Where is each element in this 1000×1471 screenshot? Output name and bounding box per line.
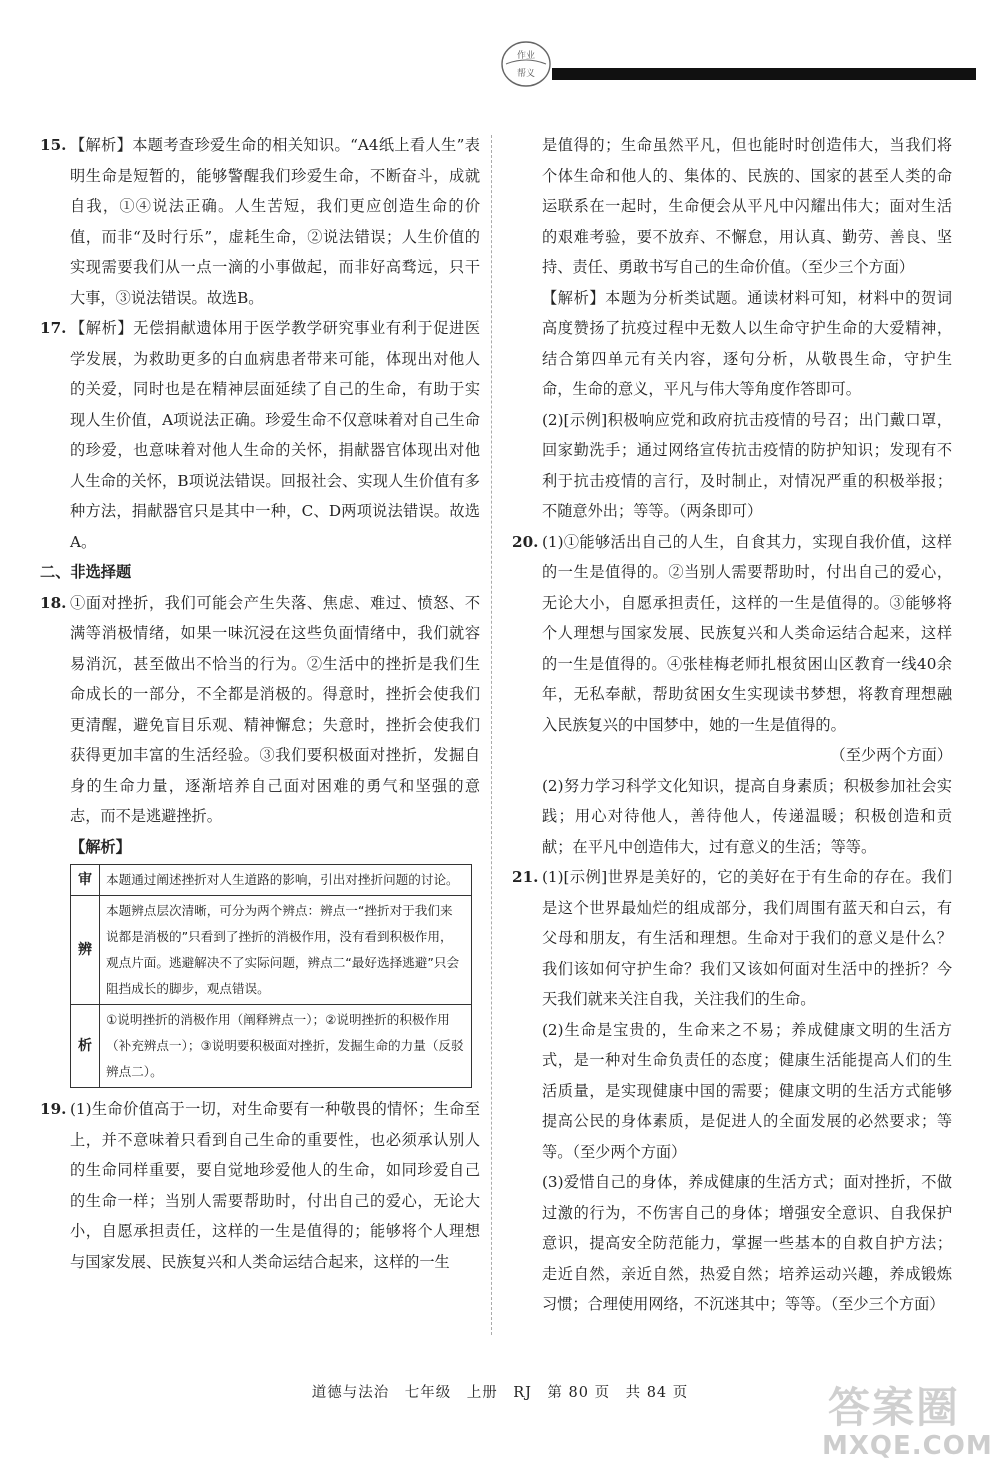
question-19-analysis: 【解析】本题为分析类试题。通读材料可知，材料中的贺词高度赞扬了抗疫过程中无数人以生命守护生命的大爱精神，结合第四单元有关内容，逐句分析，从敬畏生命，守护生命，生命的意义，平凡与伟大等角度作答即可。 [542,288,952,398]
question-21-part2: (2)生命是宝贵的，生命来之不易；养成健康文明的生活方式，是一种对生命负责任的态度；健康生活能提高人们的生活质量，是实现健康中国的需要；健康文明的生活方式能够提高公民的身体素质，是促进人的全面发展的必然要求；等等。（至少两个方面） [542,1020,952,1161]
analysis-label: 【解析】 [70,837,131,856]
question-15 [40,130,480,313]
question-text: (1)生命价值高于一切，对生命要有一种敬畏的情怀；生命至上，并不意味着只看到自己生命的重要性，也必须承认别人的生命同样重要，要自觉地珍爱他人的生命，如同珍爱自己的生命一样；当别人需要帮助时，付出自己的爱心，无论大小，自愿承担责任，这样的一生是值得的；能够将个人理想与国家发展、民族复兴和人类命运结合起来，这样的一生 [70,1100,480,1271]
header-bar [552,68,976,80]
question-number: 21. [512,868,539,886]
question-number: 15. [40,136,67,154]
question-19 [40,1094,480,1277]
question-20-part2: (2)努力学习科学文化知识，提高自身素质；积极参加社会实践；用心对待他人，善待他人，传递温暖；积极创造和贡献；在平凡中创造伟大，过有意义的生活；等等。 [542,776,952,856]
question-17 [40,313,480,557]
column-divider [491,135,492,1335]
question-text: 【解析】无偿捐献遗体用于医学教学研究事业有利于促进医学发展，为救助更多的白血病患者带来可能，体现出对他人的关爱，同时也是在精神层面延续了自己的生命，有助于实现人生价值，A项说法正确。珍爱生命不仅意味着对自己生命的珍爱，也意味着对他人生命的关怀，捐献器官体现出对他人生命的关怀，B项说法错误。回报社会、实现人生价值有多种方法，捐献器官只是其中一种，C、D两项说法错误。故选A。 [70,319,480,551]
question-number: 18. [40,593,67,612]
section-heading: 二、非选择题 [40,563,132,581]
question-21 [512,862,952,1015]
question-number: 19. [40,1100,67,1118]
question-18 [40,588,480,832]
header-logo-icon [498,36,554,92]
left-column [40,130,480,1277]
table-cell: 本题辨点层次清晰，可分为两个辨点：辨点一“挫折对于我们来说都是消极的”只看到了挫折的消极作用，没有看到积极作用，观点片面。逃避解决不了实际问题，辨点二“最好选择逃避”只会阻挡成长的脚步，观点错误。 [100,896,472,1005]
table-row [71,1005,472,1088]
logo-line1: 作业 [516,51,536,61]
question-20 [512,527,952,741]
right-column [512,130,952,1320]
watermark-line1: 答案圈 [828,1383,961,1432]
table-row [71,865,472,896]
table-key: 辨 [71,896,100,1005]
table-cell: 本题通过阐述挫折对人生道路的影响，引出对挫折问题的讨论。 [100,865,472,896]
question-text: 【解析】本题考查珍爱生命的相关知识。“A4纸上看人生”表明生命是短暂的，能够警醒我们珍爱生命，不断奋斗，成就自我，①④说法正确。人生苦短，我们更应创造生命的价值，而非“及时行乐”，虚耗生命，②说法错误；人生价值的实现需要我们从一点一滴的小事做起，而非好高骛远，只干大事，③说法错误。故选B。 [70,136,480,307]
table-row [71,896,472,1005]
logo-line2: 帮义 [516,69,536,79]
table-key: 审 [71,865,100,896]
page-footer: 道德与法治 七年级 上册 RJ 第 80 页 共 84 页 [311,1385,689,1401]
watermark-line2: MXQE.COM [822,1431,993,1461]
question-number: 17. [40,319,67,337]
analysis-table [70,864,472,1088]
table-key: 析 [71,1005,100,1088]
question-text: (1)[示例]世界是美好的，它的美好在于有生命的存在。我们是这个世界最灿烂的组成部分，我们周围有蓝天和白云，有父母和朋友，有生活和理想。生命对于我们的意义是什么？我们该如何守护生命？我们又该如何面对生活中的挫折？今天我们就来关注自我，关注我们的生命。 [542,868,952,1008]
question-text: ①面对挫折，我们可能会产生失落、焦虑、难过、愤怒、不满等消极情绪，如果一味沉浸在这些负面情绪中，我们就容易消沉，甚至做出不恰当的行为。②生活中的挫折是我们生命成长的一部分，不全都是消极的。得意时，挫折会使我们更清醒，避免盲目乐观、精神懈怠；失意时，挫折会使我们获得更加丰富的生活经验。③我们要积极面对挫折，发掘自身的生命力量，逐渐培养自己面对困难的勇气和坚强的意志，而不是逃避挫折。 [70,593,480,825]
question-21-part3: (3)爱惜自己的身体，养成健康的生活方式；面对挫折，不做过激的行为，不伤害自己的身体；增强安全意识、自我保护意识，提高安全防范能力，掌握一些基本的自救自护方法；走近自然，亲近自然，热爱自然；培养运动兴趣，养成锻炼习惯；合理使用网络，不沉迷其中；等等。（至少三个方面） [542,1173,952,1313]
question-19-continued: 是值得的；生命虽然平凡，但也能时时创造伟大，当我们将个体生命和他人的、集体的、民族的、国家的甚至人类的命运联系在一起时，生命便会从平凡中闪耀出伟大；面对生活的艰难考验，要不放弃、不懈怠，用认真、勤劳、善良、坚持、责任、勇敢书写自己的生命价值。（至少三个方面） [542,136,952,276]
question-text: (1)①能够活出自己的人生，自食其力，实现自我价值，这样的一生是值得的。②当别人需要帮助时，付出自己的爱心，无论大小，自愿承担责任，这样的一生是值得的。③能够将个人理想与国家发展、民族复兴和人类命运结合起来，这样的一生是值得的。④张桂梅老师扎根贫困山区教育一线40余年，无私奉献，帮助贫困女生实现读书梦想，将教育理想融入民族复兴的中国梦中，她的一生是值得的。 [542,532,952,734]
table-cell: ①说明挫折的消极作用（阐释辨点一）；②说明挫折的积极作用（补充辨点一）；③说明要积极面对挫折，发掘生命的力量（反驳辨点二）。 [100,1005,472,1088]
question-20-note: （至少两个方面） [830,746,952,764]
question-19-part2: (2)[示例]积极响应党和政府抗击疫情的号召；出门戴口罩，回家勤洗手；通过网络宣传抗击疫情的防护知识；发现有不利于抗击疫情的言行，及时制止，对情况严重的积极举报；不随意外出；等等。（两条即可） [542,410,952,520]
question-number: 20. [512,532,539,551]
watermark-logo [816,1373,996,1467]
